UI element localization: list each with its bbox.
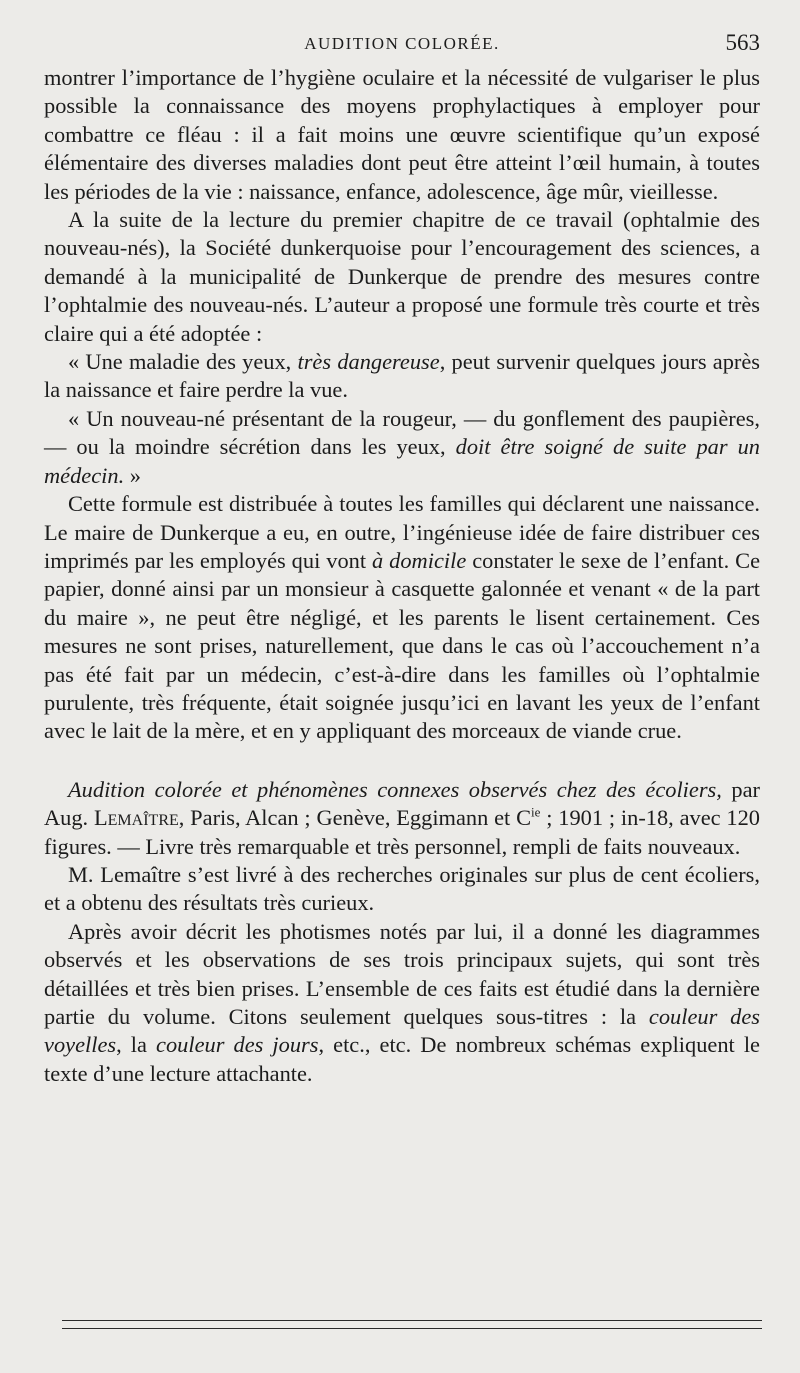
paragraph-continuation: montrer l’importance de l’hygiène oculaire et la nécessité de vulgariser le plus possible la connaissance des moyens prophylactiques à employer pour combattre ce fléau : il a fait moins une œuvre scientifique qu’un exposé élémentaire des diverses maladies dont peut être atteint l’œil humain, à toutes les périodes de la vie : naissance, enfance, adolescence, âge mûr, vieillesse. (44, 65, 760, 204)
review-paragraph-2: M. Lemaître s’est livré à des recherches originales sur plus de cent écoliers, et a obtenu des résultats très curieux. (44, 861, 760, 916)
review-p3-emphasis-2: couleur des jours (156, 1032, 319, 1058)
review-by: par Aug. (44, 776, 760, 831)
review-book-title: Audition colorée et phénomènes connexes observés chez des écoliers, (68, 776, 722, 802)
review-publisher-end: ; 1901 ; in-18, avec 120 figures. — Livre très remarquable et très personnel, rempli de faits nouveaux. (44, 805, 760, 859)
closing-text-end: constater le sexe de l’enfant. Ce papier, donné ainsi par un monsieur à casquette galonnée et venant « de la part du maire », ne peut être négligé, et les parents le lisent certainement. Ces mesures ne sont prises, naturellement, que dans le cas où l’accouchement n’a pas été fait par un médecin, c’est-à-dire dans les familles où l’ophtalmie purulente, très fréquente, était soignée jusqu’ici en lavant les yeux de l’enfant avec le lait de la mère, et en y appliquant des morceaux de viande crue. (44, 547, 761, 744)
formula-2-text-end: » (124, 462, 141, 488)
review-publisher-superscript: ie (531, 804, 541, 820)
formula-1-text: « Une maladie des yeux, (68, 349, 298, 375)
formula-1-text-end: , peut survenir quelques jours après la naissance et faire perdre la vue. (44, 349, 761, 403)
formula-1-emphasis: très dangereuse (297, 349, 440, 375)
paragraph-dunkerque: A la suite de la lecture du premier chapitre de ce travail (ophtalmie des nouveau-nés), la Société dunkerquoise pour l’encouragement des sciences, a demandé à la municipalité de Dunkerque de prendre des mesures contre l’ophtalmie des nouveau-nés. L’auteur a proposé une formule très courte et très claire qui a été adoptée : (44, 207, 760, 346)
review-p3-emphasis-1: couleur des voyelles (44, 1004, 761, 1058)
formula-paragraph-2 (44, 405, 760, 490)
closing-text: Cette formule est distribuée à toutes les familles qui déclarent une naissance. Le maire de Dunkerque a eu, en outre, l’ingénieuse idée de faire distribuer ces imprimés par les employés qui vont (44, 491, 760, 573)
book-review (44, 776, 760, 1088)
review-p3-text-end: , etc., etc. De nombreux schémas expliquent le texte d’une lecture attachante. (44, 1032, 760, 1086)
running-header (44, 0, 760, 64)
page-body (44, 64, 760, 1088)
page-number: 563 (725, 30, 760, 55)
review-author: Lemaître (93, 805, 179, 831)
review-p3-text: Après avoir décrit les photismes notés par lui, il a donné les diagrammes observés et les observations de ses trois principaux sujets, qui sont très détaillées et très bien prises. L’ensemble de ces faits est étudié dans la dernière partie du volume. Citons seulement quelques sous-titres : la (44, 918, 760, 1029)
closing-emphasis: à domicile (372, 547, 467, 573)
review-publisher: , Paris, Alcan ; Genève, Eggimann et C (178, 805, 532, 831)
footer-rules (62, 1320, 762, 1336)
footer-rule-top (62, 1320, 762, 1321)
review-citation (44, 776, 760, 861)
review-p3-text-middle: , la (116, 1032, 157, 1058)
running-title: AUDITION COLORÉE. (304, 34, 500, 53)
footer-rule-bottom (62, 1328, 762, 1329)
formula-2-text: « Un nouveau-né présentant de la rougeur, — du gonflement des paupières, — ou la moindre sécrétion dans les yeux, (44, 405, 760, 460)
formula-2-emphasis: doit être soigné de suite par un médecin. (44, 434, 760, 488)
section-spacer (44, 746, 760, 776)
paragraph-formula-distribution (44, 490, 760, 746)
review-paragraph-3 (44, 918, 760, 1088)
formula-paragraph-1 (44, 348, 760, 405)
